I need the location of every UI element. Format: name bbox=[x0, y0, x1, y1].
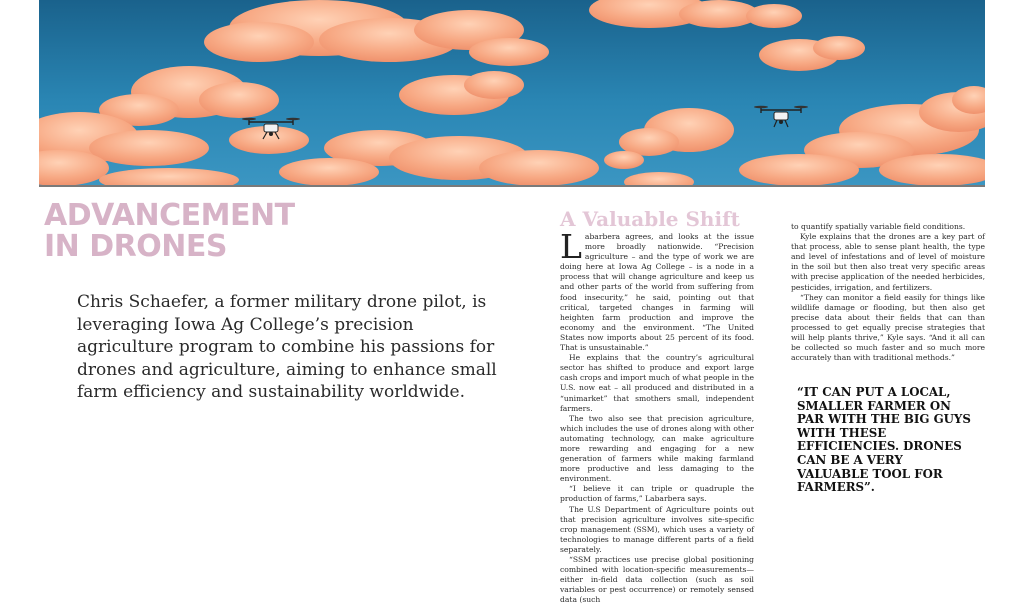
body-column-2 bbox=[791, 222, 985, 363]
headline-line-2: IN DRONES bbox=[44, 229, 227, 264]
body-paragraph: to quantify spatially variable field conditions. bbox=[791, 222, 966, 231]
article-headline bbox=[44, 200, 295, 262]
body-paragraph: “They can monitor a field easily for things like wildlife damage or flooding, but then also get precise data about their fields that can than processed to get equally precise strategies that will help plants thrive,” Kyle says. “And it all can be collected so much faster and so much more accurately than with traditional methods.” bbox=[791, 292, 985, 363]
body-paragraph: The U.S Department of Agriculture points out that precision agriculture involves site-specific crop management (SSM), which uses a variety of technologies to manage different parts of a field separately. bbox=[560, 504, 754, 554]
body-column-1 bbox=[560, 227, 754, 605]
body-paragraph: Kyle explains that the drones are a key part of that process, able to sense plant health, the type and level of infestations and of level of moisture in the soil but then also treat very specific areas with precise application of the needed herbicides, pesticides, irrigation, and fertilizers. bbox=[791, 232, 985, 292]
body-paragraph: He explains that the country’s agricultural sector has shifted to produce and export large cash crops and import much of what people in the U.S. now eat – all produced and distributed in a “unimarket” that smothers small, independent farmers. bbox=[560, 353, 754, 413]
hero-image bbox=[39, 0, 985, 186]
headline-line-1: ADVANCEMENT bbox=[44, 198, 295, 233]
pull-quote: “IT CAN PUT A LOCAL, SMALLER FARMER ON PAR WITH THE BIG GUYS WITH THESE EFFICIENCIES. DRONES CAN BE A VERY VALUABLE TOOL FOR FARMERS”. bbox=[797, 385, 971, 495]
section-title: A Valuable Shift bbox=[560, 207, 740, 231]
body-paragraph: “I believe it can triple or quadruple the production of farms,” Labarbera says. bbox=[560, 484, 754, 504]
body-paragraph: Labarbera agrees, and looks at the issue more broadly nationwide. “Precision agriculture – and the type of work we are doing here at Iowa Ag College – is a node in a process that will change agriculture and keep us and other parts of the world from suffering from food insecurity,” he said, pointing out that critical, targeted changes in farming will heighten farm production and improve the economy and the environment. “The United States now imports about 25 percent of its food. That is unsustainable.” bbox=[560, 227, 754, 353]
article-deck: Chris Schaefer, a former military drone pilot, is leveraging Iowa Ag College’s precision agriculture program to combine his passions for drones and agriculture, aiming to enhance small farm efficiency and sustainability worldwide. bbox=[77, 292, 497, 402]
body-paragraph: “SSM practices use precise global positioning combined with location-specific measurements—either in-field data collection (such as soil variables or pest occurrence) or remotely sensed data (such bbox=[560, 555, 754, 605]
hero-divider bbox=[39, 185, 985, 187]
body-paragraph: The two also see that precision agriculture, which includes the use of drones along with other automating technology, can make agriculture more rewarding and engaging for a new generation of farmers while making farmland more productive and less damaging to the environment. bbox=[560, 413, 754, 484]
drop-cap: L bbox=[560, 227, 582, 266]
sky-illustration bbox=[39, 0, 985, 186]
